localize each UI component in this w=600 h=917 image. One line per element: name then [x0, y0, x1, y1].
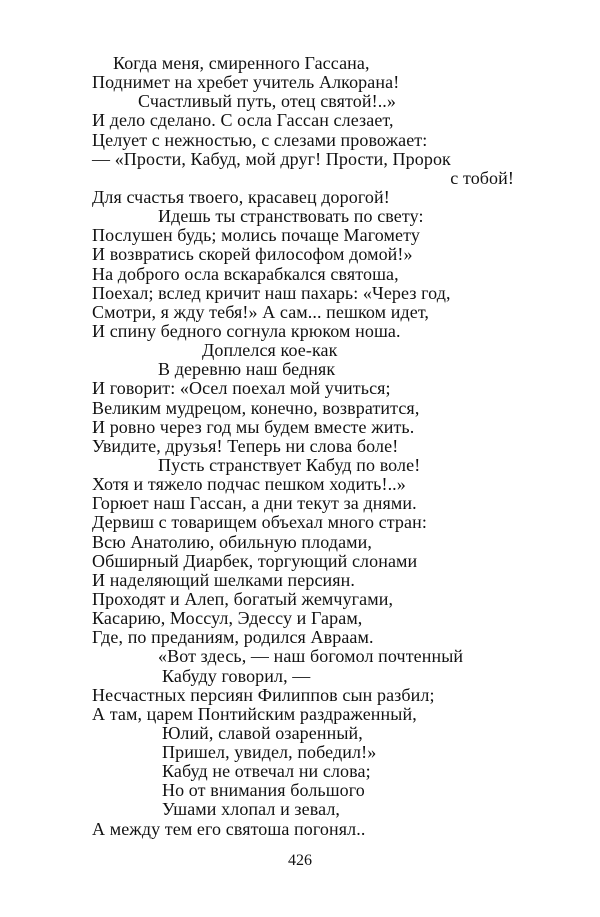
poem-line: Кабуду говорил, —	[162, 665, 311, 686]
poem-line: И наделяющий шелками персиян.	[92, 569, 355, 590]
poem-line: Проходят и Алеп, богатый жемчугами,	[92, 588, 394, 609]
poem-line: Хотя и тяжело подчас пешком ходить!..»	[92, 474, 406, 495]
poem-line: И возвратись скорей философом домой!»	[92, 244, 413, 265]
poem-line: Несчастных персиян Филиппов сын разбил;	[92, 684, 435, 705]
poem-line: Поднимет на хребет учитель Алкорана!	[92, 72, 400, 93]
poem-line: В деревню наш бедняк	[158, 359, 336, 380]
poem-line: с тобой!	[450, 167, 514, 188]
poem-line: И ровно через год мы будем вместе жить.	[92, 416, 415, 437]
poem-line: И говорит: «Осел поехал мой учиться;	[92, 378, 391, 399]
poem-line: «Вот здесь, — наш богомол почтенный	[158, 646, 464, 667]
poem-line: Касарию, Моссул, Эдессу и Гарам,	[92, 608, 363, 629]
poem-line: А между тем его святоша погонял..	[92, 818, 366, 839]
poem-line: На доброго осла вскарабкался святоша,	[92, 263, 399, 284]
poem-line: Доплелся кое-как	[202, 340, 338, 361]
poem-line: Кабуд не отвечал ни слова;	[162, 761, 371, 782]
poem-line: Ушами хлопал и зевал,	[162, 799, 341, 820]
poem-line: Горюет наш Гассан, а дни текут за днями.	[92, 493, 417, 514]
poem-line: Для счастья твоего, красавец дорогой!	[92, 186, 390, 207]
poem-line: А там, царем Понтийским раздраженный,	[92, 703, 417, 724]
poem-line: Всю Анатолию, обильную плодами,	[92, 531, 372, 552]
poem-text	[0, 54, 600, 839]
poem-line: Смотри, я жду тебя!» А сам... пешком идет,	[92, 301, 430, 322]
poem-line: Юлий, славой озаренный,	[162, 722, 363, 743]
page-number: 426	[288, 852, 312, 869]
poem-line: Целует с нежностью, с слезами провожает:	[92, 129, 428, 150]
poem-line: Обширный Диарбек, торгующий слонами	[92, 550, 418, 571]
poem-line: Где, по преданиям, родился Авраам.	[92, 627, 374, 648]
poem-line: Послушен будь; молись почаще Магомету	[92, 225, 420, 246]
poem-line: И спину бедного согнула крюком ноша.	[92, 320, 401, 341]
poem-line: Пришел, увидел, победил!»	[162, 742, 377, 763]
poem-line: И дело сделано. С осла Гассан слезает,	[92, 110, 394, 131]
poem-line: Увидите, друзья! Теперь ни слова боле!	[92, 435, 399, 456]
poem-line: Но от внимания большого	[162, 780, 365, 801]
poem-line: Когда меня, смиренного Гассана,	[113, 53, 370, 73]
poem-line: Поехал; вслед кричит наш пахарь: «Через год,	[92, 282, 451, 303]
poem-line: Идешь ты странствовать по свету:	[158, 206, 424, 227]
poem-line: Пусть странствует Кабуд по воле!	[158, 454, 421, 475]
poem-line: Счастливый путь, отец святой!..»	[138, 91, 397, 112]
poem-line: — «Прости, Кабуд, мой друг! Прости, Пророк	[92, 148, 451, 169]
poem-line: Великим мудрецом, конечно, возвратится,	[92, 397, 420, 418]
poem-line: Дервиш с товарищем объехал много стран:	[92, 512, 427, 533]
